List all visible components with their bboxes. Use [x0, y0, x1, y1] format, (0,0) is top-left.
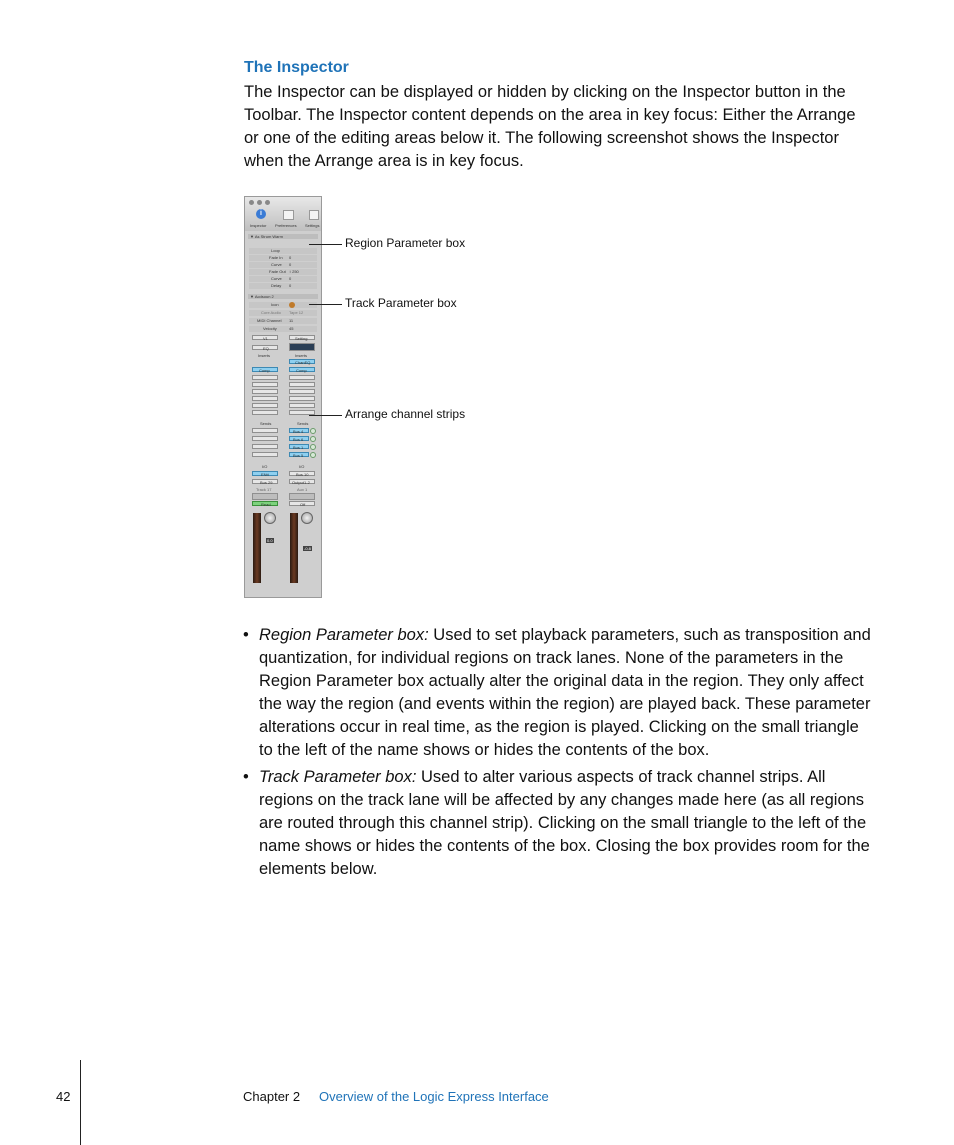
region-param-row: Fade Out ↕ 250 — [249, 269, 317, 275]
track-param-row: Core Audio Tape 12 — [249, 310, 317, 316]
callout-line — [309, 304, 342, 305]
minimize-dot-icon — [257, 200, 262, 205]
region-param-row: Fade In 0 — [249, 255, 317, 261]
bullet-list — [243, 624, 873, 885]
settings-icon — [309, 210, 319, 220]
level-meter — [253, 513, 261, 583]
bullet-term: Region Parameter box: — [259, 626, 429, 644]
chapter-label: Chapter 2 — [243, 1089, 301, 1104]
channel-strip-right: Setting Inserts ChanEQ Comp Sends Bus 4 Bus 6 Bus 1 Bus 5 I/O Bus 10 Output1-2 Aux 1 Off -0.8 — [289, 335, 316, 595]
inspector-icon: i — [256, 209, 266, 219]
toolbar-label: Preferences — [275, 223, 297, 228]
bullet-icon: • — [243, 768, 249, 786]
track-param-row: Velocity 45 — [249, 326, 317, 332]
callout-line — [309, 244, 342, 245]
callout-arrange-channel-strips: Arrange channel strips — [345, 407, 466, 421]
bullet-item — [243, 624, 873, 762]
chapter-title: Overview of the Logic Express Interface — [319, 1089, 549, 1104]
region-param-row: Loop — [249, 248, 317, 254]
pan-knob-icon — [301, 512, 313, 524]
inspector-screenshot — [244, 196, 322, 598]
bullet-text: Used to alter various aspects of track channel strips. All regions on the track lane will be affected by any changes made here (as all regions are routed through this channel strip). Clicking on the small triangle to the left of the name shows or hides the contents of the box. Closing the box provides room for the elements below. — [259, 768, 870, 878]
region-param-row: Delay 0 — [249, 283, 317, 289]
track-param-row: MIDI Channel 11 — [249, 318, 317, 324]
zoom-dot-icon — [265, 200, 270, 205]
close-dot-icon — [249, 200, 254, 205]
intro-paragraph: The Inspector can be displayed or hidden by clicking on the Inspector button in the Toolbar. The Inspector content depends on the area in key focus: Either the Arrange or one of the editing areas below it. The following screenshot shows the Inspector when the Arrange area is in key focus. — [244, 83, 856, 170]
inspector-toolbar — [245, 197, 321, 231]
callout-track-parameter-box: Track Parameter box — [345, 296, 457, 310]
section-heading: The Inspector — [244, 59, 349, 76]
bullet-icon: • — [243, 626, 249, 644]
bullet-item — [243, 766, 873, 881]
callout-region-parameter-box: Region Parameter box — [345, 236, 466, 250]
page-number: 42 — [56, 1089, 71, 1104]
preferences-icon — [283, 210, 294, 220]
pan-knob-icon — [264, 512, 276, 524]
bullet-term: Track Parameter box: — [259, 768, 417, 786]
level-meter — [290, 513, 298, 583]
track-param-row: Icon — [249, 302, 317, 308]
footer-divider — [80, 1060, 81, 1145]
guitar-icon — [289, 302, 295, 308]
callout-line — [309, 415, 342, 416]
track-box-header: ▼ Acdsoun 2 — [248, 294, 318, 299]
toolbar-label: Settings — [305, 223, 320, 228]
region-param-row: Curve 0 — [249, 276, 317, 282]
region-param-row: Curve 0 — [249, 262, 317, 268]
channel-strip-left: V1 EQ Inserts Comp Sends I/O ENtt Bus 29 Track 17 Read 0.0 — [252, 335, 279, 595]
bullet-text: Used to set playback parameters, such as transposition and quantization, for individual regions on track lanes. None of the parameters in the Region Parameter box actually alter the original data in the region. They only affect the way the region (and events within the region) are played back. These parameter alterations occur in real time, as the region is played. Clicking on the small triangle to the left of the name shows or hides the contents of the box. — [259, 626, 871, 759]
region-box-header: ▼ As Strum Warm — [248, 234, 318, 239]
toolbar-label: Inspector — [250, 223, 267, 228]
